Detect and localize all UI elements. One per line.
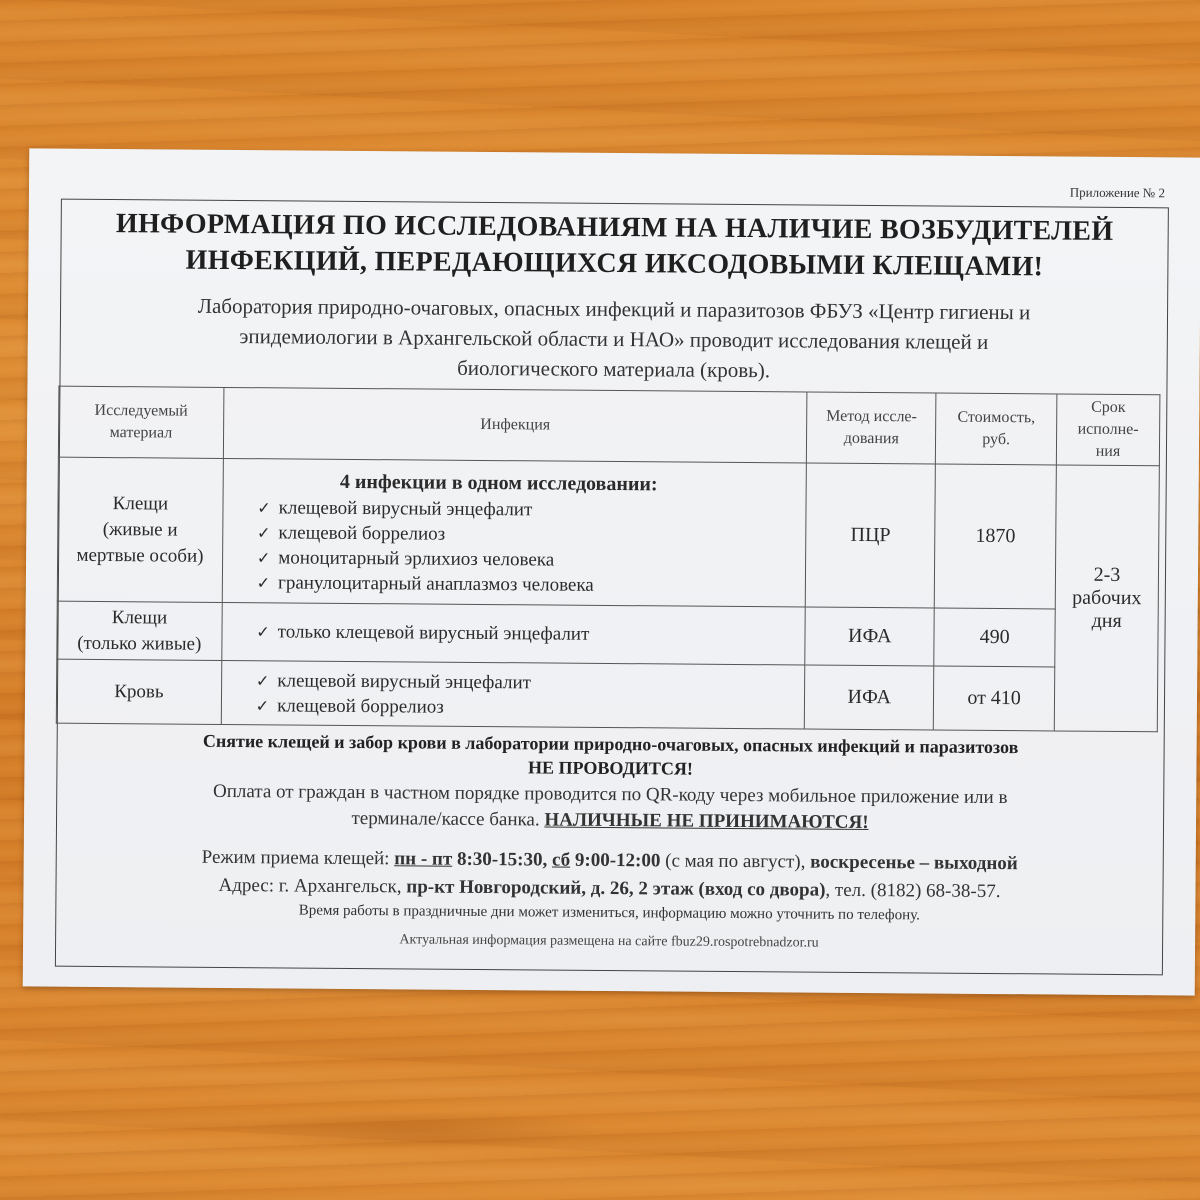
infection-heading: 4 инфекции в одном исследовании: bbox=[339, 470, 658, 495]
infection-item: ✓ клещевой боррелиоз bbox=[257, 520, 800, 549]
header-cost: Стоимость, руб. bbox=[936, 393, 1057, 465]
infection-cell bbox=[222, 458, 807, 607]
table-header-row bbox=[58, 386, 1160, 466]
notice-footer bbox=[56, 728, 1164, 955]
desk-surface bbox=[240, 1110, 600, 1150]
infection-cell bbox=[222, 602, 806, 665]
term-cell: 2-3 рабочих дня bbox=[1054, 465, 1159, 732]
infection-cell bbox=[221, 660, 805, 729]
notice-sheet bbox=[23, 148, 1200, 995]
cost-cell: от 410 bbox=[933, 666, 1054, 731]
method-cell: ИФА bbox=[805, 607, 934, 666]
website-note: Актуальная информация размещена на сайте fbuz29.rospotrebnadzor.ru bbox=[399, 932, 819, 951]
infection-item: ✓ клещевой вирусный энцефалит bbox=[257, 495, 800, 524]
title-line-2: ИНФЕКЦИЙ, ПЕРЕДАЮЩИХСЯ ИКСОДОВЫМИ КЛЕЩАМИ! bbox=[185, 244, 1044, 283]
infection-item: ✓ клещевой вирусный энцефалит bbox=[256, 668, 799, 697]
method-cell: ИФА bbox=[805, 665, 934, 730]
reception-schedule: Режим приема клещей: пн - пт 8:30-15:30, сб 9:00-12:00 (с мая по август), воскресенье – выходной bbox=[201, 846, 1018, 875]
header-method: Метод иссле- дования bbox=[807, 392, 936, 464]
material-cell: Клещи (живые и мертвые особи) bbox=[57, 457, 223, 602]
intro-text bbox=[100, 290, 1127, 388]
not-performed-notice: Снятие клещей и забор крови в лаборатории природно-очаговых, опасных инфекций и паразитозов НЕ ПРОВОДИТСЯ! bbox=[202, 730, 1019, 779]
no-cash-warning: НАЛИЧНЫЕ НЕ ПРИНИМАЮТСЯ! bbox=[544, 809, 869, 834]
intro-line-1: Лаборатория природно-очаговых, опасных инфекций и паразитозов ФБУЗ «Центр гигиены и bbox=[197, 293, 1031, 325]
notice-title bbox=[61, 206, 1168, 287]
intro-line-3: биологического материала (кровь). bbox=[457, 355, 771, 383]
infection-item: ✓ гранулоцитарный анаплазмоз человека bbox=[257, 570, 800, 599]
table-row bbox=[56, 659, 1157, 732]
notice-frame bbox=[55, 199, 1169, 976]
infection-item: ✓ клещевой боррелиоз bbox=[256, 693, 799, 722]
method-cell: ПЦР bbox=[806, 463, 936, 608]
infection-item: ✓ моноцитарный эрлихиоз человека bbox=[257, 545, 800, 574]
intro-line-2: эпидемиологии в Архангельской области и НАО» проводит исследования клещей и bbox=[239, 324, 989, 354]
header-infection: Инфекция bbox=[223, 387, 807, 463]
research-table bbox=[56, 386, 1161, 733]
header-term: Срок исполне- ния bbox=[1056, 394, 1160, 466]
address-line: Адрес: г. Архангельск, пр-кт Новгородский, д. 26, 2 этаж (вход со двора), тел. (8182) 68-38-57. bbox=[218, 874, 1001, 903]
payment-text: Оплата от граждан в частном порядке проводится по QR-коду через мобильное приложение или в терминале/кассе банка. НАЛИЧНЫЕ НЕ ПРИНИМАЮТСЯ! bbox=[212, 780, 1008, 834]
holiday-note: Время работы в праздничные дни может измениться, информацию можно уточнить по телефону. bbox=[298, 902, 920, 924]
cost-cell: 1870 bbox=[934, 464, 1056, 609]
infection-item: ✓ только клещевой вирусный энцефалит bbox=[256, 619, 799, 648]
title-line-1: ИНФОРМАЦИЯ ПО ИССЛЕДОВАНИЯМ НА НАЛИЧИЕ ВОЗБУДИТЕЛЕЙ bbox=[115, 208, 1114, 247]
appendix-label: Приложение № 2 bbox=[1069, 184, 1166, 201]
material-cell: Кровь bbox=[56, 659, 221, 724]
table-row bbox=[57, 457, 1159, 610]
cost-cell: 490 bbox=[934, 608, 1055, 667]
header-material: Исследуемый материал bbox=[58, 386, 223, 458]
material-cell: Клещи (только живые) bbox=[57, 601, 222, 660]
table-row bbox=[57, 601, 1158, 668]
